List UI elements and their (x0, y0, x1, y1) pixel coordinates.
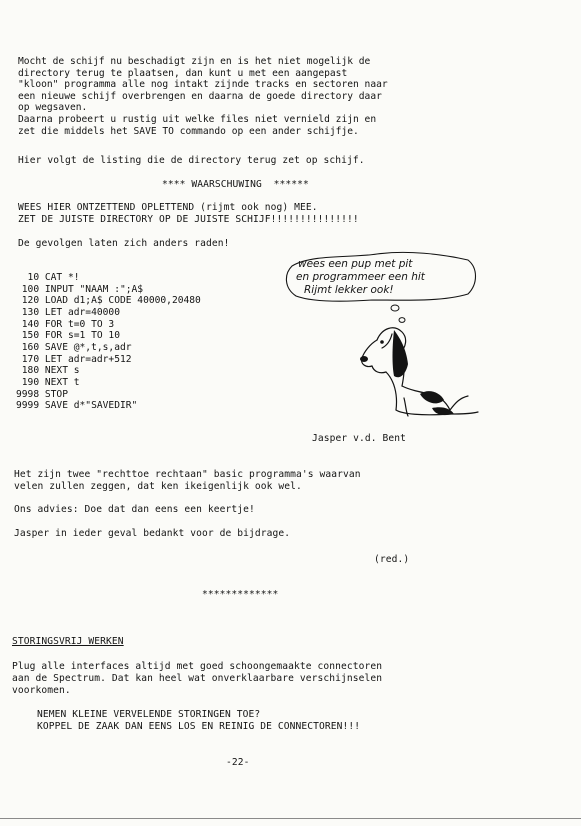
code-line: 140 FOR t=0 TO 3 (16, 318, 115, 330)
thought-bubble-dot (391, 305, 399, 311)
dog-icon (362, 328, 478, 416)
intro-line: directory terug te plaatsen, dan kunt u met een aangepast (18, 67, 348, 79)
warning-title: **** WAARSCHUWING ****** (162, 179, 309, 190)
bubble-line: wees een pup met pit (298, 258, 413, 270)
intro-line: op wegsaven. (18, 102, 88, 114)
comment-line: velen zullen zeggen, dat ken ikeigenlijk ook wel. (14, 481, 302, 492)
thanks-text: Jasper in ieder geval bedankt voor de bijdrage. (14, 528, 291, 539)
thought-bubble-dot (399, 318, 405, 323)
separator: ************* (202, 589, 279, 600)
warning-line: WEES HIER ONTZETTEND OPLETTEND (rijmt ook nog) MEE. (18, 202, 318, 213)
author-signature: Jasper v.d. Bent (312, 433, 407, 444)
section-line: aan de Spectrum. Dat kan heel wat onverklaarbare verschijnselen (12, 673, 383, 684)
code-line: 100 INPUT "NAAM :";A$ (16, 283, 144, 295)
listing-intro: Hier volgt de listing die de directory terug zet op schijf. (18, 155, 365, 166)
caps-line: KOPPEL DE ZAAK DAN EENS LOS EN REINIG DE CONNECTOREN!!! (37, 721, 361, 732)
bubble-line: en programmeer een hit (296, 271, 425, 283)
dog-spot (420, 391, 444, 403)
code-line: 150 FOR s=1 TO 10 (16, 330, 120, 342)
warning-line: ZET DE JUISTE DIRECTORY OP DE JUISTE SCHIJF!!!!!!!!!!!!!!! (18, 214, 359, 225)
intro-line: een nieuwe schijf overbrengen en daarna de goede directory daar (18, 90, 382, 102)
code-line: 190 NEXT t (16, 376, 80, 388)
bubble-line: Rijmt lekker ook! (304, 284, 394, 296)
code-line: 170 LET adr=adr+512 (16, 353, 132, 365)
intro-line: Daarna probeert u rustig uit welke files niet vernield zijn en (18, 113, 377, 125)
code-line: 160 SAVE @*,t,s,adr (16, 341, 132, 353)
consequences-text: De gevolgen laten zich anders raden! (18, 238, 230, 249)
code-line: 180 NEXT s (16, 365, 80, 377)
advice-text: Ons advies: Doe dat dan eens een keertje! (14, 504, 255, 515)
code-line: 9999 SAVE d*"SAVEDIR" (16, 400, 138, 412)
comment-line: Het zijn twee "rechttoe rechtaan" basic programma's waarvan (14, 469, 361, 480)
intro-line: "kloon" programma alle nog intakt zijnde tracks en sectoren naar (18, 79, 388, 91)
code-line: 130 LET adr=40000 (16, 306, 120, 318)
intro-line: Mocht de schijf nu beschadigt zijn en is het niet mogelijk de (18, 56, 371, 67)
caps-line: NEMEN KLEINE VERVELENDE STORINGEN TOE? (37, 709, 261, 720)
intro-paragraph (18, 56, 566, 137)
page-number: -22- (226, 757, 250, 768)
code-line: 10 CAT *! (16, 272, 80, 283)
page-bottom-edge (0, 818, 581, 819)
code-line: 120 LOAD d1;A$ CODE 40000,20480 (16, 295, 201, 307)
section-line: Plug alle interfaces altijd met goed schoongemaakte connectoren (12, 661, 383, 672)
intro-line: zet die middels het SAVE TO commando op een ander schijfje. (18, 125, 359, 137)
section-title: STORINGSVRIJ WERKEN (12, 636, 124, 647)
section-line: voorkomen. (12, 685, 71, 696)
dog-nose (360, 356, 368, 362)
basic-listing (16, 272, 201, 412)
dog-eye (380, 340, 384, 344)
editor-note: (red.) (374, 554, 410, 565)
code-line: 9998 STOP (16, 388, 68, 400)
